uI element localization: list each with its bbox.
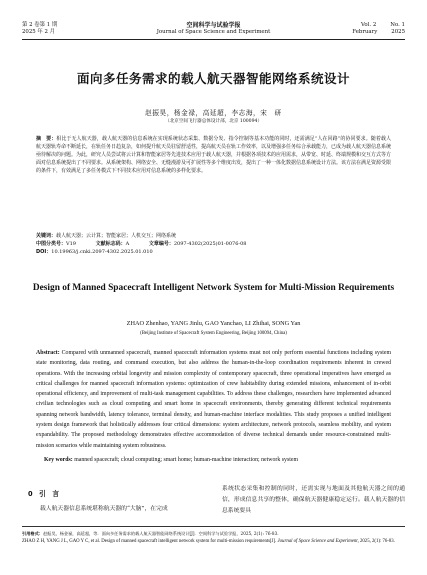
clc-value: V19 <box>66 241 76 247</box>
keywords-en-label: Key words: <box>44 457 73 463</box>
abstract-en-text: Compared with unmanned spacecraft, manned spacecraft information systems must not only perform essential functions including system state monitoring, data routing, and command execution, but also address the human-in-the-loop coordination requirements inherent in crewed operations. With the increasing orbital longevity and mission complexity of contemporary spacecraft, three operational imperatives have emerged as critical challenges for manned spacecraft information systems: optimization of crew habitability during extended missions, enhancement of in-orbit operational efficiency, and improvement of multi-task management capabilities. To address these challenges, researchers have implemented advanced civilian technologies such as cloud computing and smart home in spacecraft environments, thereby generating different technical requirements spanning network bandwidth, latency tolerance, terminal density, and human-machine interface modalities. This study proposes a unified intelligent system design framework that holistically addresses four critical dimensions: system architecture, network protocols, seamless mobility, and system expandability. The proposed methodology demonstrates effective accommodation of diverse technical demands under resource-constrained multi-mission scenarios while maintaining system robustness. <box>36 350 392 449</box>
volume-en: Vol. 2 <box>361 22 377 28</box>
intro-right-column: 系统状态采集和控制的同时，还需实现与地面及其他航天器之间的通信，形成信息共享的整体，确保航天器健康稳定运行。载人航天器的信息系统要具 <box>222 486 405 514</box>
doi-label: DOI： <box>36 249 52 255</box>
keywords-cn-label: 关键词： <box>36 233 57 239</box>
journal-name-cn: 空间科学与试验学报 <box>186 22 241 29</box>
citation-en-authors: ZHAO Z H, YANG J L, GAO Y C, et al. Design of manned spacecraft intelligent network system for multi-mission requirements[J]. <box>22 538 277 544</box>
abstract-en <box>36 348 391 451</box>
authors-en: ZHAO Zhenhao, YANG Jinlu, GAO Yanchao, LI Zhihai, SONG Yan <box>126 320 301 327</box>
citation-en-journal: Journal of Space Science and Experiment <box>277 538 358 544</box>
affiliation-en: (Beijing Institute of Spacecraft System Engineering, Beijing 100094, China) <box>140 331 287 336</box>
header-right <box>338 22 405 36</box>
intro-left-column: 载人航天器信息系统堪称航天器的“大脑”，在完成 <box>40 506 168 512</box>
keywords-en <box>44 456 391 464</box>
citation-cn-text: 赵振昊，杨金禄，高延超，等．面向多任务需求的载人航天器智能网络系统设计[J]．空间科学与试验学报，2025, 2(1): 76-83. <box>42 531 279 536</box>
doc-code-value: A <box>125 241 130 247</box>
intro-heading: 0 引 言 <box>28 490 59 498</box>
year-en: 2025 <box>391 29 405 35</box>
title-en: Design of Manned Spacecraft Intelligent Network System for Multi-Mission Requirements <box>32 283 395 293</box>
citation-cn-label: 引用格式： <box>22 531 43 536</box>
affiliation-cn: （北京空间飞行器总体设计部，北京 100094） <box>164 119 263 124</box>
abstract-cn-text: 相比于无人航天器，载人航天器的信息系统在实现系统状态采集、数据分发、指令控制等基本功能的同时，还需满足“人在回路”的协同要求。随着载人航天器轨寿命不断延长，在轨任务日趋复杂，如何提升航天员驻留舒适性，提高航天员在轨工作效率，以及增强多任务综合承载能力，已成为载人航天器信息系统亟待解决的问题。为此，研究人员尝试将云计算和智能家居等先进技术应用于载人航天器，并根据各项技术的应用需求，从带宽、时延、终端规模和交互方式等方面对信息系统提出了不同要求。从系统架构、网络安全、无缝漫游及可扩展性等多个维度出发，提出了一种一体化数据信息系统设计方法。该方法在满足资源受限的条件下，有效满足了多任务模式下不同技术应用对信息系统的多样化要求。 <box>36 136 392 175</box>
issue-en: No. 1 <box>390 22 405 28</box>
citation-cn <box>22 530 405 538</box>
citation-en-tail: , 2025, 2(1): 76-83. <box>357 538 395 544</box>
running-header <box>22 22 405 44</box>
abstract-cn-label: 摘 要： <box>36 136 57 142</box>
authors-cn: 赵振昊，杨金禄，高延超，李志海，宋 研 <box>145 109 282 117</box>
keywords-cn-text: 载人航天器；云计算；智能家居；人机交互；网络系统 <box>56 233 177 239</box>
journal-name-en: Journal of Space Science and Experiment <box>156 29 271 35</box>
doi-value[interactable]: 10.19963/j.cnki.2097-4302.2025.01.010 <box>51 249 153 255</box>
article-id-value: 2097-4302(2025)01-0076-08 <box>173 241 247 247</box>
abstract-en-label: Abstract: <box>36 350 60 356</box>
doc-code-label: 文献标志码： <box>95 241 126 247</box>
classification-line <box>36 241 391 248</box>
volume-issue: 第 2 卷第 1 期 <box>22 22 58 28</box>
citation-en <box>22 538 405 546</box>
title-cn: 面向多任务需求的载人航天器智能网络系统设计 <box>76 71 350 86</box>
footnote-rule <box>22 526 405 527</box>
citation-footnote <box>22 530 405 545</box>
keywords-en-text: manned spacecraft; cloud computing; smart home; human-machine interaction; network system <box>74 457 298 463</box>
month-en: February <box>352 29 378 35</box>
year-month-cn: 2025 年 2 月 <box>22 29 56 35</box>
keywords-cn <box>36 233 391 240</box>
abstract-cn <box>36 135 391 175</box>
clc-label: 中图分类号： <box>36 241 67 247</box>
article-id-label: 文章编号： <box>148 241 174 247</box>
doi-line <box>36 249 391 256</box>
header-rule <box>22 39 405 40</box>
